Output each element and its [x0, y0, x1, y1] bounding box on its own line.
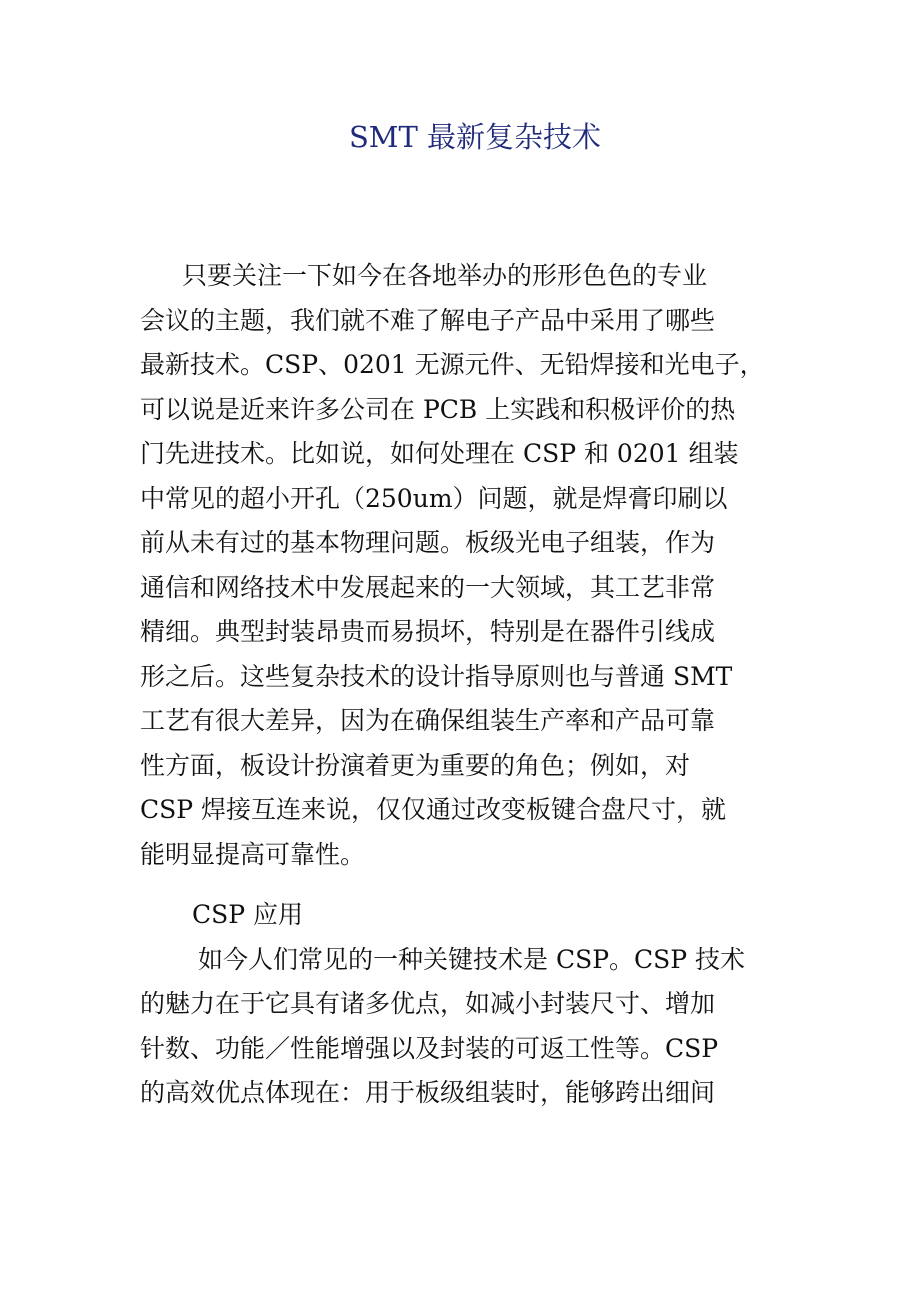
text-line: CSP 焊接互连来说，仅仅通过改变板键合盘尺寸，就 [140, 795, 727, 824]
text-line: 门先进技术。比如说，如何处理在 CSP 和 0201 组装 [140, 439, 739, 468]
text-line: 会议的主题，我们就不难了解电子产品中采用了哪些 [140, 305, 716, 335]
paragraph-csp [140, 938, 790, 1116]
text-line: 形之后。这些复杂技术的设计指导原则也与普通 SMT [140, 661, 733, 691]
document-body [140, 254, 790, 1116]
text-line: 性方面，板设计扮演着更为重要的角色；例如，对 [140, 750, 691, 780]
text-line: 前从未有过的基本物理问题。板级光电子组装，作为 [140, 528, 716, 557]
section-heading: CSP 应用 [192, 900, 304, 929]
text-line: 针数、功能／性能增强以及封装的可返工性等。CSP [140, 1033, 719, 1063]
text-line: 的高效优点体现在：用于板级组装时，能够跨出细间 [140, 1078, 716, 1107]
text-line: 能明显提高可靠性。 [140, 839, 366, 869]
text-line: 只要关注一下如今在各地举办的形形色色的专业 [182, 261, 708, 290]
document-title: SMT 最新复杂技术 [348, 120, 602, 154]
text-line: 精细。典型封装昂贵而易损坏，特别是在器件引线成 [140, 617, 716, 646]
text-line: 通信和网络技术中发展起来的一大领域，其工艺非常 [140, 572, 716, 602]
paragraph-spacer [140, 877, 790, 893]
text-line: 最新技术。CSP、0201 无源元件、无铅焊接和光电子， [140, 350, 765, 379]
text-line: 工艺有很大差异，因为在确保组装生产率和产品可靠 [140, 706, 716, 735]
text-line: 如今人们常见的一种关键技术是 CSP。CSP 技术 [198, 944, 746, 974]
text-line: 的魅力在于它具有诸多优点，如减小封装尺寸、增加 [140, 989, 716, 1018]
text-line: 可以说是近来许多公司在 PCB 上实践和积极评价的热 [140, 394, 736, 424]
text-line: 中常见的超小开孔（250um）问题，就是焊膏印刷以 [140, 483, 728, 513]
paragraph-intro [140, 254, 790, 877]
